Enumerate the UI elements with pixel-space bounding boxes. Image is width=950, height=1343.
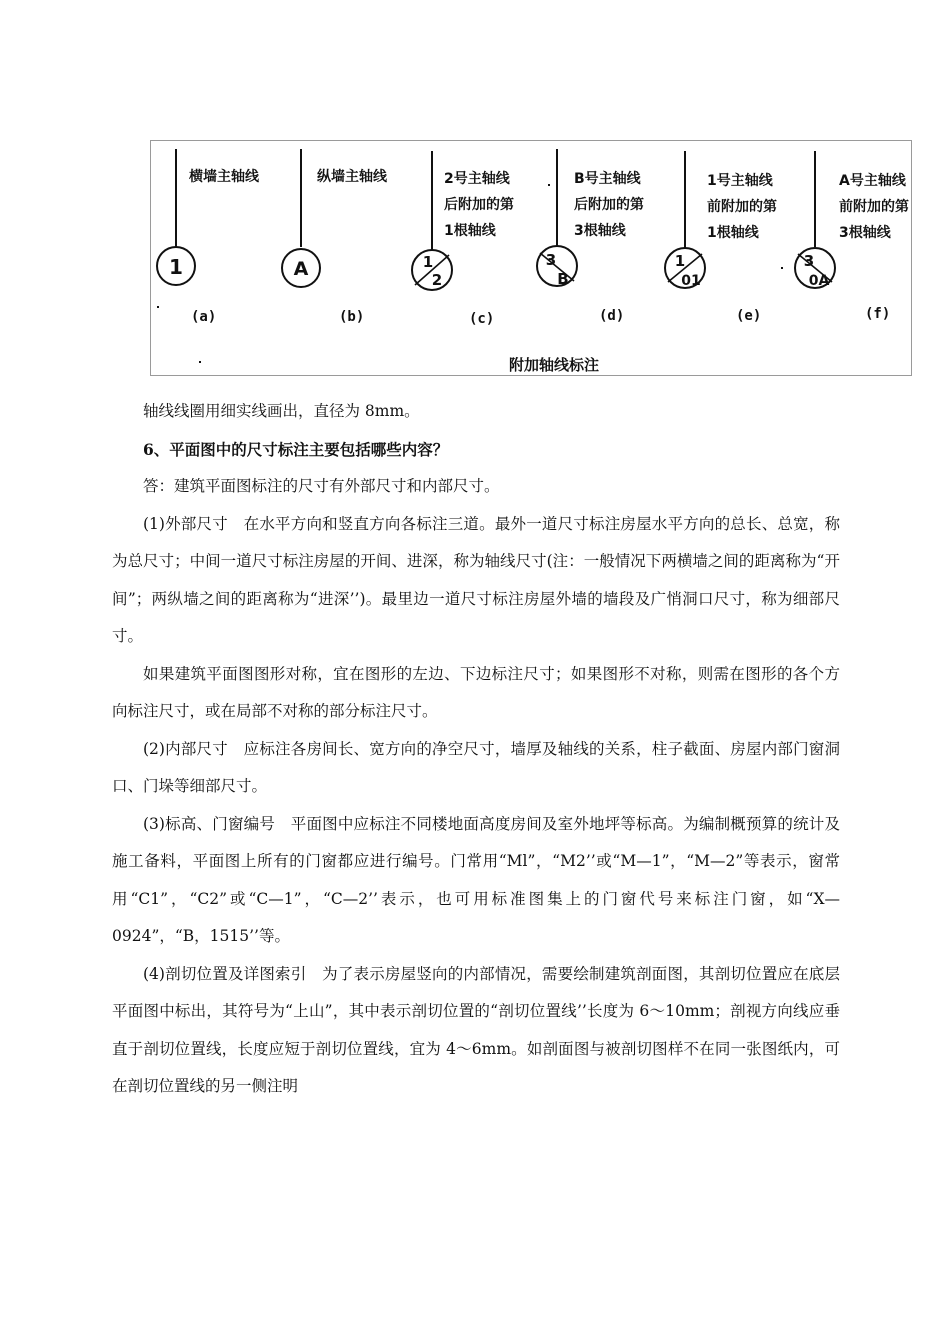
note-f-line2: 前附加的第 <box>839 199 909 215</box>
circle-f-bottom: 0A <box>808 273 830 289</box>
note-d <box>574 169 644 241</box>
label-a: (a) <box>191 309 217 325</box>
label-f: (f) <box>865 306 891 322</box>
label-e: (e) <box>736 308 762 324</box>
scan-dot <box>548 184 550 186</box>
body-text <box>112 393 840 1106</box>
scan-dot <box>157 306 159 308</box>
scan-dot <box>781 267 783 269</box>
note-b-line1: 纵墙主轴线 <box>317 169 387 185</box>
axis-symbols-drawing <box>151 141 913 377</box>
note-d-line1: B号主轴线 <box>574 171 641 187</box>
paragraph-external-dimensions: (1)外部尺寸 在水平方向和竖直方向各标注三道。最外一道尺寸标注房屋水平方向的总长、总宽，称为总尺寸；中间一道尺寸标注房屋的开间、进深，称为轴线尺寸(注：一般情况下两横墙之间的距离称为“开间”；两纵墙之间的距离称为“进深’’)。最里边一道尺寸标注房屋外墙的墙段及广悄洞口尺寸，称为细部尺寸。 <box>112 514 840 645</box>
note-f-line3: 3根轴线 <box>839 225 891 241</box>
note-d-line2: 后附加的第 <box>574 197 644 213</box>
note-c-line1: 2号主轴线 <box>444 171 510 187</box>
scan-dot <box>199 361 201 363</box>
note-c-line3: 1根轴线 <box>444 223 496 239</box>
note-e-line3: 1根轴线 <box>707 225 759 241</box>
note-f <box>839 171 909 243</box>
note-f-line1: A号主轴线 <box>839 173 906 189</box>
note-e-line1: 1号主轴线 <box>707 173 773 189</box>
circle-b-text: A <box>293 258 309 280</box>
note-c-line2: 后附加的第 <box>444 197 514 213</box>
paragraph-circle-note: 轴线线圈用细实线画出，直径为 8mm。 <box>143 402 420 420</box>
answer-intro: 答：建筑平面图标注的尺寸有外部尺寸和内部尺寸。 <box>143 477 500 495</box>
circle-e-top: 1 <box>674 252 686 270</box>
paragraph-internal-dimensions: (2)内部尺寸 应标注各房间长、宽方向的净空尺寸，墙厚及轴线的关系，柱子截面、房屋内部门窗洞口、门垛等细部尺寸。 <box>112 739 840 795</box>
note-c <box>444 169 514 241</box>
label-d: (d) <box>599 308 625 324</box>
note-b <box>317 167 387 187</box>
circle-a-text: 1 <box>169 255 183 279</box>
question-6: 6、平面图中的尺寸标注主要包括哪些内容？ <box>143 439 449 459</box>
axis-annotation-figure <box>150 140 912 376</box>
figure-caption: 附加轴线标注 <box>509 356 600 374</box>
paragraph-section-position: (4)剖切位置及详图索引 为了表示房屋竖向的内部情况，需要绘制建筑剖面图，其剖切位置应在底层平面图中标出，其符号为“上山”，其中表示剖切位置的“剖切位置线’’长度为 6～10mm；剖视方向线应垂直于剖切位置线，长度应短于剖切位置线，宜为 4～6mm。如剖面图与被剖切图样不在同一张图纸内，可在剖切位置线的另一侧注明 <box>112 964 840 1095</box>
circle-f-top: 3 <box>803 252 815 270</box>
circle-c-top: 1 <box>422 253 434 271</box>
note-a-line1: 横墙主轴线 <box>189 169 259 185</box>
circle-d-top: 3 <box>545 251 557 269</box>
circle-e-bottom: 01 <box>681 273 701 289</box>
note-d-line3: 3根轴线 <box>574 223 626 239</box>
paragraph-symmetry: 如果建筑平面图图形对称，宜在图形的左边、下边标注尺寸；如果图形不对称，则需在图形的各个方向标注尺寸，或在局部不对称的部分标注尺寸。 <box>112 664 840 720</box>
label-b: (b) <box>339 309 365 325</box>
circle-d-bottom: B <box>557 270 569 288</box>
label-c: (c) <box>469 311 495 327</box>
note-e-line2: 前附加的第 <box>707 199 777 215</box>
note-a <box>189 167 259 187</box>
paragraph-elevation-numbering: (3)标高、门窗编号 平面图中应标注不同楼地面高度房间及室外地坪等标高。为编制概预算的统计及施工备料，平面图上所有的门窗都应进行编号。门常用“Ml”，“M2’’或“M—1”，“M—2”等表示，窗常用“C1”，“C2”或“C—1”，“C—2’’表示，也可用标准图集上的门窗代号来标注门窗，如“X—0924”，“B，1515’’等。 <box>112 814 840 945</box>
circle-c-bottom: 2 <box>431 271 443 289</box>
note-e <box>707 171 777 243</box>
